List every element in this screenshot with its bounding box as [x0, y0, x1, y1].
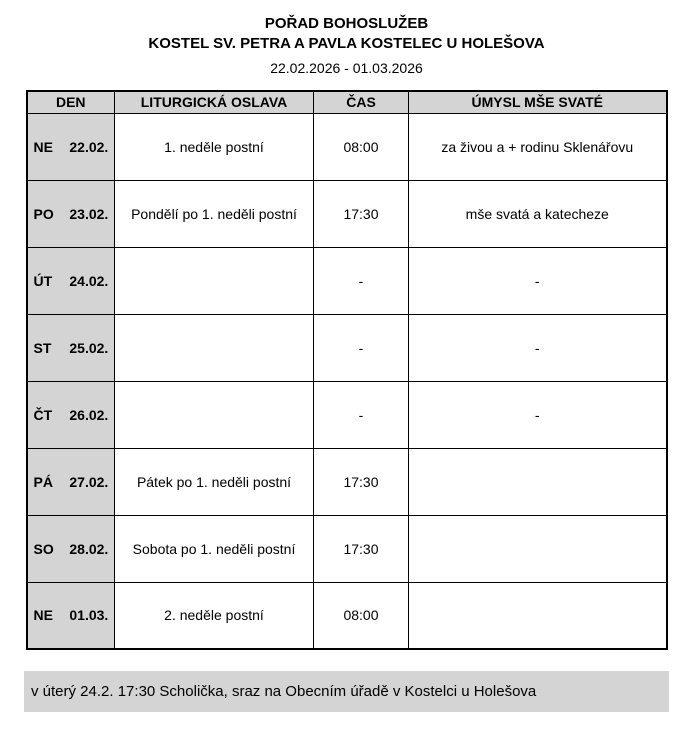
day-abbrev: ST [33, 339, 52, 356]
liturgy-cell [115, 314, 314, 381]
day-date: 26.02. [69, 406, 109, 423]
intention-cell [409, 515, 667, 582]
date-range: 22.02.2026 - 01.03.2026 [270, 60, 423, 76]
day-cell [27, 448, 115, 515]
day-date: 01.03. [69, 607, 109, 624]
liturgy-cell: Pondělí po 1. neděli postní [115, 180, 314, 247]
day-cell [27, 113, 115, 180]
day-abbrev: PO [33, 205, 54, 222]
day-date: 22.02. [69, 138, 109, 155]
time-cell: 17:30 [314, 515, 409, 582]
liturgy-cell [115, 381, 314, 448]
time-cell: 08:00 [314, 113, 409, 180]
intention-cell: - [409, 381, 667, 448]
header-time: ČAS [314, 91, 409, 113]
day-cell [27, 515, 115, 582]
day-cell [27, 314, 115, 381]
day-date: 23.02. [69, 205, 109, 222]
day-abbrev: NE [33, 138, 53, 155]
day-cell [27, 582, 115, 649]
intention-cell: za živou a + rodinu Sklenářovu [409, 113, 667, 180]
time-cell: - [314, 314, 409, 381]
day-abbrev: SO [33, 540, 54, 557]
table-row [27, 515, 667, 582]
table-row [27, 314, 667, 381]
day-date: 28.02. [69, 540, 109, 557]
day-cell [27, 180, 115, 247]
day-abbrev: ÚT [33, 272, 53, 289]
intention-cell: mše svatá a katecheze [409, 180, 667, 247]
intention-cell: - [409, 314, 667, 381]
day-cell [27, 247, 115, 314]
table-row [27, 113, 667, 180]
header-den: DEN [27, 91, 115, 113]
time-cell: 17:30 [314, 180, 409, 247]
liturgy-cell: Pátek po 1. neděli postní [115, 448, 314, 515]
liturgy-cell: 1. neděle postní [115, 113, 314, 180]
liturgy-cell: 2. neděle postní [115, 582, 314, 649]
day-abbrev: PÁ [33, 473, 53, 490]
liturgy-cell: Sobota po 1. neděli postní [115, 515, 314, 582]
title-block [0, 14, 693, 77]
liturgy-cell [115, 247, 314, 314]
day-abbrev: NE [33, 607, 53, 624]
schedule-table [26, 90, 668, 650]
time-cell: - [314, 247, 409, 314]
church-name: KOSTEL SV. PETRA A PAVLA KOSTELEC U HOLEŠOVA [148, 35, 545, 52]
time-cell: - [314, 381, 409, 448]
page-title: POŘAD BOHOSLUŽEB [264, 15, 429, 32]
time-cell: 08:00 [314, 582, 409, 649]
intention-cell: - [409, 247, 667, 314]
table-row [27, 180, 667, 247]
day-date: 27.02. [69, 473, 109, 490]
header-liturgy: LITURGICKÁ OSLAVA [115, 91, 314, 113]
day-date: 24.02. [69, 272, 109, 289]
table-row [27, 381, 667, 448]
footer-note: v úterý 24.2. 17:30 Scholička, sraz na Obecním úřadě v Kostelci u Holešova [24, 671, 669, 712]
day-date: 25.02. [69, 339, 109, 356]
table-row [27, 582, 667, 649]
intention-cell [409, 448, 667, 515]
intention-cell [409, 582, 667, 649]
table-header-row [27, 91, 667, 113]
day-cell [27, 381, 115, 448]
day-abbrev: ČT [33, 406, 53, 423]
table-row [27, 247, 667, 314]
table-row [27, 448, 667, 515]
header-intention: ÚMYSL MŠE SVATÉ [409, 91, 667, 113]
time-cell: 17:30 [314, 448, 409, 515]
